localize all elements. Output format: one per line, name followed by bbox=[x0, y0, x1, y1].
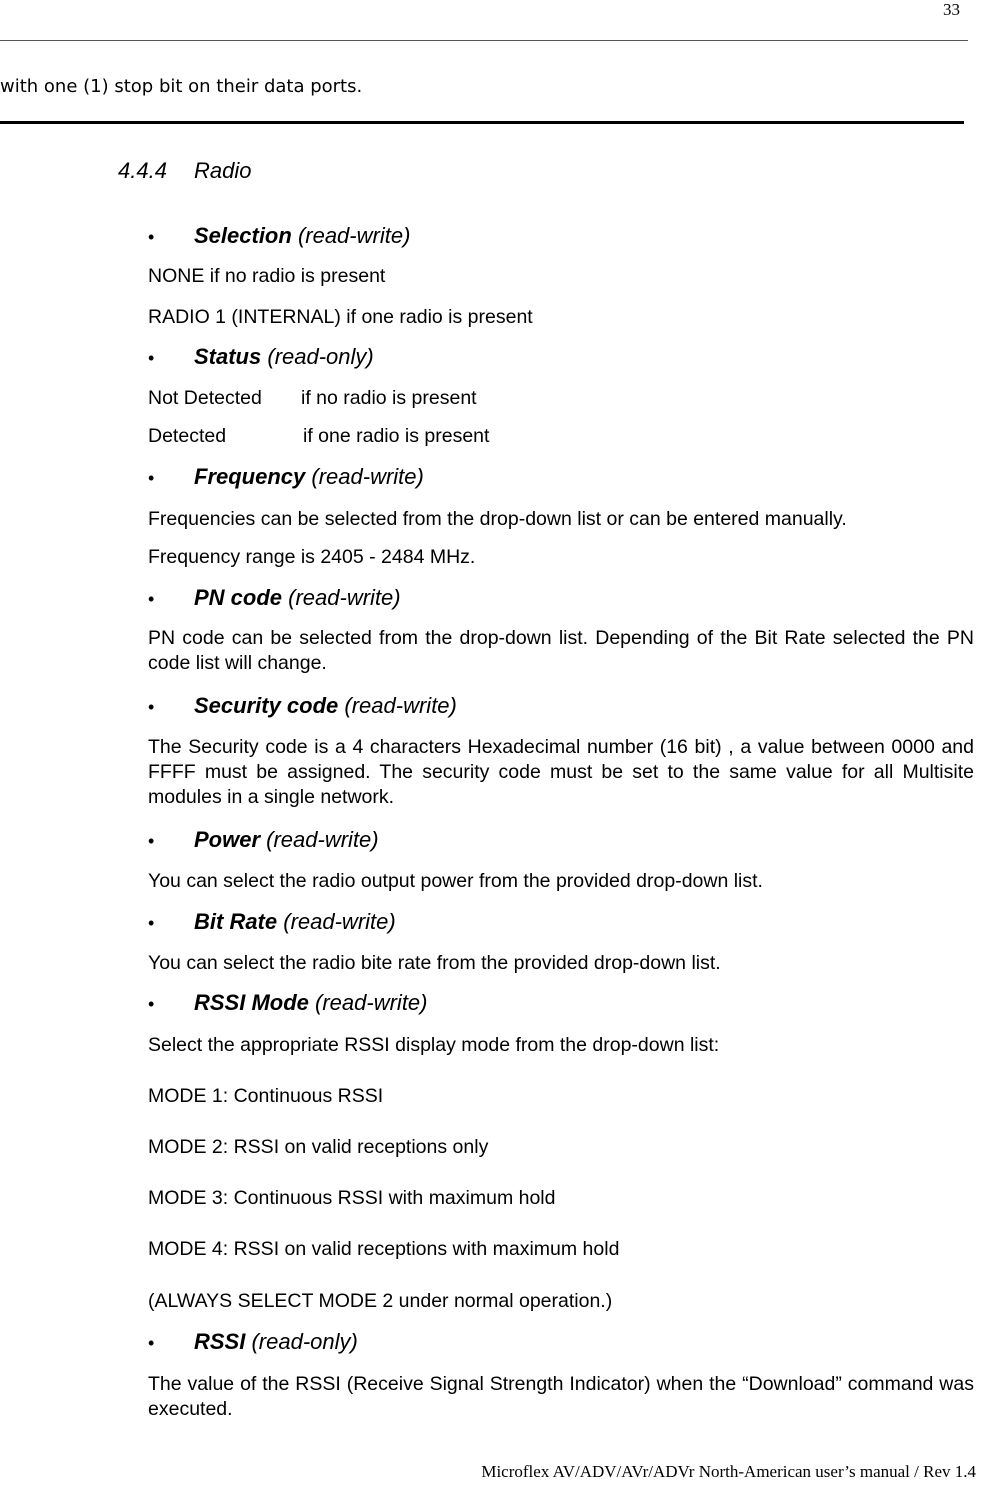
item-mode: (read-write) bbox=[315, 990, 428, 1015]
item-mode: (read-write) bbox=[344, 693, 457, 718]
bullet-power bbox=[148, 827, 379, 853]
bullet-dot: • bbox=[148, 913, 155, 933]
item-name: Bit Rate bbox=[194, 909, 278, 934]
bullet-status bbox=[148, 344, 374, 370]
item-name: RSSI bbox=[194, 1329, 246, 1354]
frequency-line1: Frequencies can be selected from the drop-down list or can be entered manually. bbox=[148, 508, 847, 530]
bullet-bit-rate bbox=[148, 909, 396, 935]
bit-rate-para: You can select the radio bite rate from the provided drop-down list. bbox=[148, 952, 721, 974]
status-label: Detected bbox=[148, 425, 227, 447]
bullet-frequency bbox=[148, 464, 424, 490]
page-footer: Microflex AV/ADV/AVr/ADVr North-American user’s manual / Rev 1.4 bbox=[481, 1462, 976, 1481]
item-mode: (read-only) bbox=[267, 344, 374, 369]
item-mode: (read-write) bbox=[311, 464, 424, 489]
bullet-dot: • bbox=[148, 589, 155, 609]
separator-rule bbox=[0, 121, 964, 124]
rssi-mode-1: MODE 1: Continuous RSSI bbox=[148, 1085, 384, 1107]
rssi-mode-intro: Select the appropriate RSSI display mode from the drop-down list: bbox=[148, 1034, 720, 1056]
selection-none: NONE if no radio is present bbox=[148, 265, 386, 287]
header-rule bbox=[0, 40, 968, 41]
item-mode: (read-write) bbox=[283, 909, 396, 934]
section-title: Radio bbox=[194, 158, 252, 183]
bullet-dot: • bbox=[148, 994, 155, 1014]
item-name: Security code bbox=[194, 693, 339, 718]
page-number: 33 bbox=[943, 0, 960, 19]
status-not-detected bbox=[148, 386, 974, 411]
pn-code-para: PN code can be selected from the drop-down list. Depending of the Bit Rate selected the PN code list will change. bbox=[148, 627, 974, 674]
rssi-mode-2: MODE 2: RSSI on valid receptions only bbox=[148, 1136, 489, 1158]
frequency-line2: Frequency range is 2405 - 2484 MHz. bbox=[148, 546, 476, 568]
item-name: Status bbox=[194, 344, 262, 369]
item-name: RSSI Mode bbox=[194, 990, 309, 1015]
item-name: Power bbox=[194, 827, 261, 852]
rssi-mode-3: MODE 3: Continuous RSSI with maximum hold bbox=[148, 1187, 556, 1209]
status-desc: if one radio is present bbox=[303, 425, 490, 447]
section-number: 4.4.4 bbox=[118, 158, 167, 183]
security-para: The Security code is a 4 characters Hexadecimal number (16 bit) , a value between 0000 and FFFF must be assigned. The security code must be set to the same value for all Multisite modules in a single network. bbox=[148, 736, 974, 808]
section-heading bbox=[118, 158, 251, 184]
item-name: PN code bbox=[194, 585, 283, 610]
status-desc: if no radio is present bbox=[301, 387, 477, 409]
rssi-mode-4: MODE 4: RSSI on valid receptions with maximum hold bbox=[148, 1238, 620, 1260]
intro-text: with one (1) stop bit on their data ports. bbox=[0, 76, 363, 97]
item-mode: (read-write) bbox=[266, 827, 379, 852]
item-mode: (read-only) bbox=[251, 1329, 358, 1354]
rssi-para: The value of the RSSI (Receive Signal Strength Indicator) when the “Download” command was executed. bbox=[148, 1373, 974, 1420]
item-mode: (read-write) bbox=[288, 585, 401, 610]
bullet-pn-code bbox=[148, 585, 401, 611]
bullet-dot: • bbox=[148, 227, 155, 247]
bullet-security-code bbox=[148, 693, 457, 719]
bullet-rssi bbox=[148, 1329, 358, 1355]
bullet-dot: • bbox=[148, 468, 155, 488]
bullet-dot: • bbox=[148, 697, 155, 717]
bullet-dot: • bbox=[148, 831, 155, 851]
bullet-selection bbox=[148, 223, 410, 249]
status-detected bbox=[148, 424, 974, 449]
bullet-dot: • bbox=[148, 1333, 155, 1353]
selection-radio1: RADIO 1 (INTERNAL) if one radio is present bbox=[148, 306, 533, 328]
power-para: You can select the radio output power from the provided drop-down list. bbox=[148, 870, 763, 892]
rssi-mode-note: (ALWAYS SELECT MODE 2 under normal operation.) bbox=[148, 1290, 613, 1312]
bullet-dot: • bbox=[148, 348, 155, 368]
status-label: Not Detected bbox=[148, 387, 262, 409]
item-name: Selection bbox=[194, 223, 292, 248]
bullet-rssi-mode bbox=[148, 990, 428, 1016]
item-name: Frequency bbox=[194, 464, 306, 489]
item-mode: (read-write) bbox=[297, 223, 411, 248]
